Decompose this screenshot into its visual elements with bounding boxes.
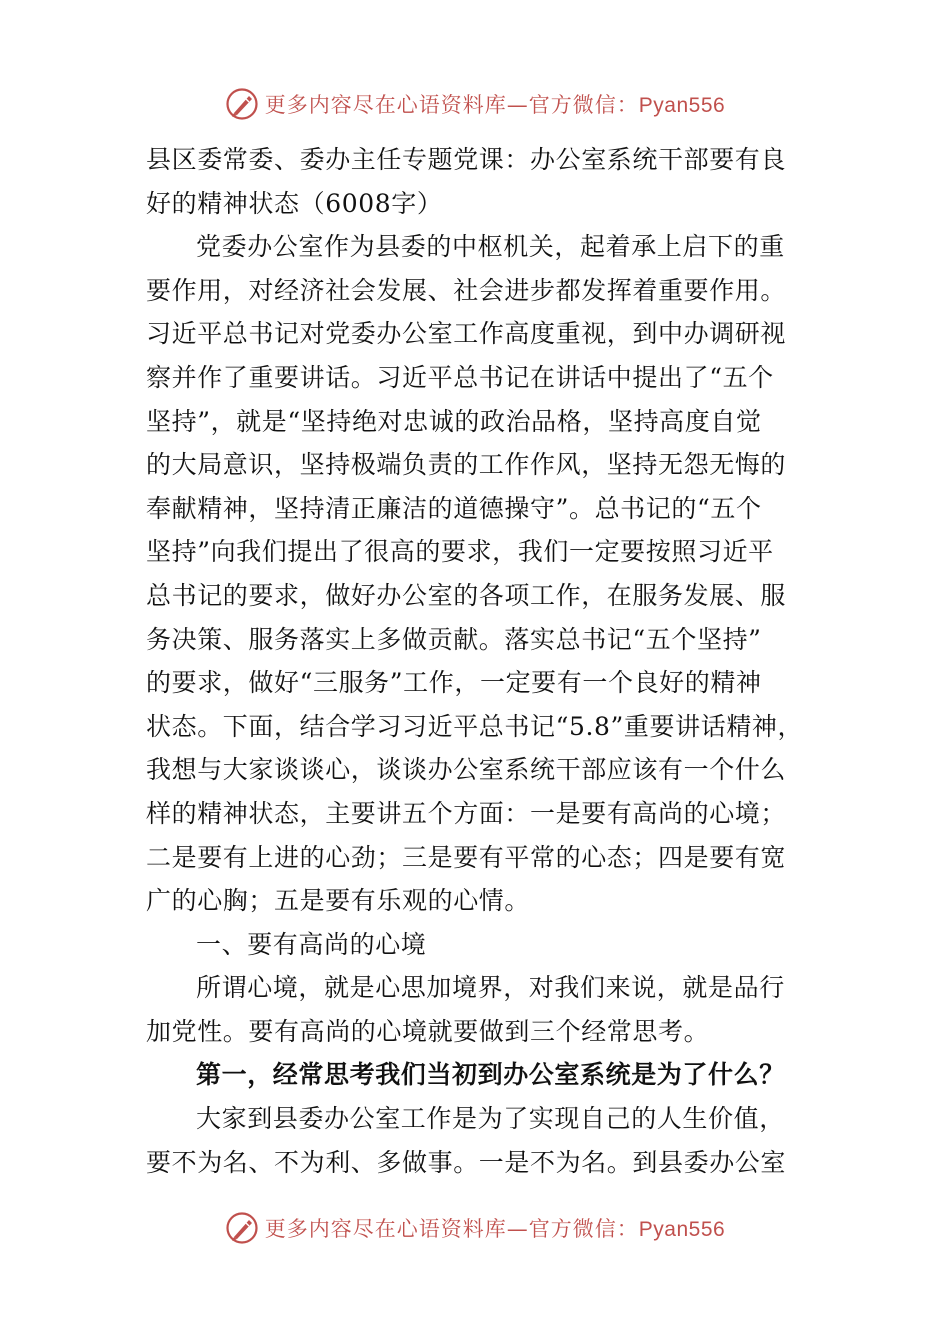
section-heading: 一、要有高尚的心境: [196, 929, 427, 959]
pen-circle-icon: [225, 1211, 259, 1245]
paragraph-line: 总书记的要求，做好办公室的各项工作，在服务发展、服: [146, 580, 787, 610]
paragraph-line: 二是要有上进的心劲；三是要有平常的心态；四是要有宽: [146, 842, 787, 872]
pen-circle-icon: [225, 87, 259, 121]
paragraph-line: 党委办公室作为县委的中枢机关，起着承上启下的重: [196, 232, 785, 262]
paragraph-line: 样的精神状态，主要讲五个方面：一是要有高尚的心境；: [146, 798, 787, 828]
paragraph-line: 加党性。要有高尚的心境就要做到三个经常思考。: [146, 1016, 710, 1046]
paragraph-line: 察并作了重要讲话。习近平总书记在讲话中提出了“五个: [146, 362, 774, 392]
subsection-heading: 第一，经常思考我们当初到办公室系统是为了什么？: [196, 1060, 785, 1090]
paragraph-line: 广的心胸；五是要有乐观的心情。: [146, 886, 531, 916]
paragraph-line: 坚持”向我们提出了很高的要求，我们一定要按照习近平: [146, 537, 774, 567]
banner-text: [265, 89, 725, 119]
paragraph-line: 奉献精神，坚持清正廉洁的道德操守”。总书记的“五个: [146, 493, 762, 523]
banner-brand-text: 更多内容尽在心语资料库—官方微信：: [264, 93, 639, 117]
footer-watermark-banner: [0, 1206, 950, 1250]
paragraph-line: 大家到县委办公室工作是为了实现自己的人生价值，: [196, 1104, 785, 1134]
document-body: [146, 138, 816, 1184]
paragraph-line: 要作用，对经济社会发展、社会进步都发挥着重要作用。: [146, 275, 787, 305]
paragraph-line: 习近平总书记对党委办公室工作高度重视，到中办调研视: [146, 319, 787, 349]
paragraph-line: 的大局意识，坚持极端负责的工作作风，坚持无怨无悔的: [146, 450, 787, 480]
banner-wechat-handle: Pyan556: [638, 94, 726, 117]
banner-text: [265, 1213, 725, 1243]
paragraph-line: 所谓心境，就是心思加境界，对我们来说，就是品行: [196, 973, 785, 1003]
header-watermark-banner: [0, 82, 950, 126]
paragraph-line: 的要求，做好“三服务”工作，一定要有一个良好的精神: [146, 668, 762, 698]
banner-brand-text: 更多内容尽在心语资料库—官方微信：: [264, 1217, 639, 1241]
document-title-line-1: 县区委常委、委办主任专题党课：办公室系统干部要有良: [146, 145, 787, 174]
document-title-line-2: 好的精神状态（6008字）: [146, 188, 443, 218]
paragraph-line: 我想与大家谈谈心，谈谈办公室系统干部应该有一个什么: [146, 755, 787, 785]
paragraph-line: 务决策、服务落实上多做贡献。落实总书记“五个坚持”: [146, 624, 762, 654]
paragraph-line: 坚持”，就是“坚持绝对忠诚的政治品格，坚持高度自觉: [146, 406, 762, 436]
paragraph-line: 状态。下面，结合学习习近平总书记“5.8”重要讲话精神，: [146, 711, 804, 741]
banner-wechat-handle: Pyan556: [638, 1218, 726, 1241]
paragraph-line: 要不为名、不为利、多做事。一是不为名。到县委办公室: [146, 1147, 787, 1177]
